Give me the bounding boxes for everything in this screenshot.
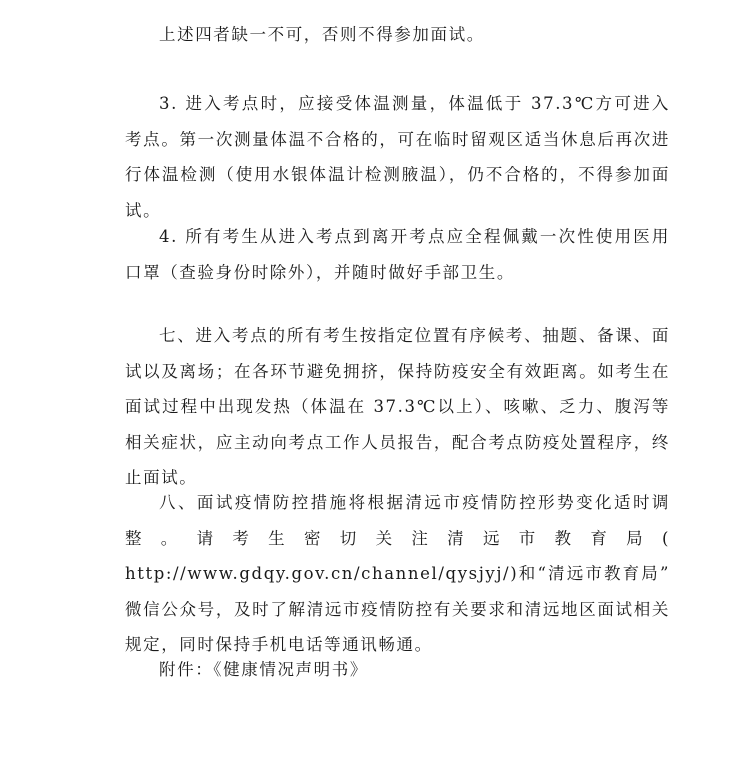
paragraph-section-seven: 七、进入考点的所有考生按指定位置有序候考、抽题、备课、面试以及离场；在各环节避免拥挤，保持防疫安全有效距离。如考生在面试过程中出现发热（体温在 37.3℃以上）、咳嗽、乏力、腹泻等相关症状，应主动向考点工作人员报告，配合考点防疫处置程序，终止面试。 [125,326,670,487]
paragraph-temperature-check: 3. 进入考点时，应接受体温测量，体温低于 37.3℃方可进入考点。第一次测量体温不合格的，可在临时留观区适当休息后再次进行体温检测（使用水银体温计检测腋温），仍不合格的，不得参加面试。 [125,94,670,220]
paragraph-mask-requirement: 4. 所有考生从进入考点到离开考点应全程佩戴一次性使用医用口罩（查验身份时除外），并随时做好手部卫生。 [125,227,670,282]
paragraph-section-eight: 八、面试疫情防控措施将根据清远市疫情防控形势变化适时调整。请考生密切关注清远市教育局( http://www.gdqy.gov.cn/channel/qysjyj/)和“清远市教育局” 微信公众号，及时了解清远市疫情防控有关要求和清远地区面试相关规定，同时保持手机电话等通讯畅通。 [125,493,670,654]
paragraph-attachment: 附件：《健康情况声明书》 [159,660,368,679]
paragraph-requirements-note: 上述四者缺一不可，否则不得参加面试。 [159,25,485,44]
